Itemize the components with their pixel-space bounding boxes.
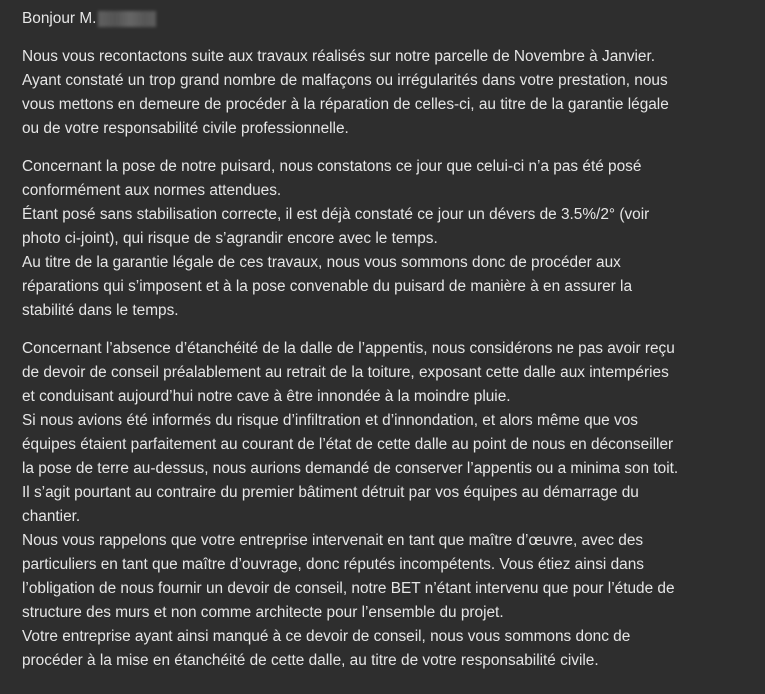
redacted-name bbox=[98, 11, 156, 27]
text-line: Nous vous recontactons suite aux travaux réalisés sur notre parcelle de Novembre à Janvier. bbox=[22, 48, 656, 65]
text-line: Nous vous rappelons que votre entreprise intervenait en tant que maître d’œuvre, avec des bbox=[22, 532, 644, 549]
text-line: chantier. bbox=[22, 508, 81, 525]
text-line: structure des murs et non comme architecte pour l’ensemble du projet. bbox=[22, 604, 504, 621]
greeting-text: Bonjour M. bbox=[22, 10, 97, 27]
text-line: Si nous avions été informés du risque d’infiltration et d’innondation, et alors même que vos bbox=[22, 412, 638, 429]
text-line: procéder à la mise en étanchéité de cette dalle, au titre de votre responsabilité civile. bbox=[22, 652, 599, 669]
text-line: l’obligation de nous fournir un devoir de conseil, notre BET n’étant intervenu que pour l’étude de bbox=[22, 580, 675, 597]
text-line: la pose de terre au-dessus, nous aurions demandé de conserver l’appentis ou a minima son toit. bbox=[22, 460, 679, 477]
text-line: Il s’agit pourtant au contraire du premier bâtiment détruit par vos équipes au démarrage du bbox=[22, 484, 639, 501]
text-line: équipes étaient parfaitement au courant de l’état de cette dalle au point de nous en déconseiller bbox=[22, 436, 674, 453]
text-line: Concernant l’absence d’étanchéité de la dalle de l’appentis, nous considérons ne pas avoir reçu bbox=[22, 340, 675, 357]
paragraph-intro bbox=[22, 45, 750, 141]
text-line: photo ci-joint), qui risque de s’agrandir encore avec le temps. bbox=[22, 230, 438, 247]
greeting-line bbox=[22, 7, 750, 31]
text-line: Votre entreprise ayant ainsi manqué à ce devoir de conseil, nous vous sommons donc de bbox=[22, 628, 631, 645]
text-line: Ayant constaté un trop grand nombre de malfaçons ou irrégularités dans votre prestation, nous bbox=[22, 72, 668, 89]
text-line: Au titre de la garantie légale de ces travaux, nous vous sommons donc de procéder aux bbox=[22, 254, 621, 271]
text-line: Concernant la pose de notre puisard, nous constatons ce jour que celui-ci n’a pas été posé bbox=[22, 158, 642, 175]
text-line: réparations qui s’imposent et à la pose convenable du puisard de manière à en assurer la bbox=[22, 278, 633, 295]
text-line: et conduisant aujourd’hui notre cave à être innondée à la moindre pluie. bbox=[22, 388, 511, 405]
text-line: conformément aux normes attendues. bbox=[22, 182, 282, 199]
paragraph-puisard bbox=[22, 155, 750, 323]
text-line: stabilité dans le temps. bbox=[22, 302, 179, 319]
paragraph-dalle bbox=[22, 337, 750, 673]
text-line: vous mettons en demeure de procéder à la réparation de celles-ci, au titre de la garantie légale bbox=[22, 96, 669, 113]
text-line: Étant posé sans stabilisation correcte, il est déjà constaté ce jour un dévers de 3.5%/2° (voir bbox=[22, 206, 650, 223]
text-line: ou de votre responsabilité civile professionnelle. bbox=[22, 120, 349, 137]
text-line: particuliers en tant que maître d’ouvrage, donc réputés incompétents. Vous étiez ainsi dans bbox=[22, 556, 644, 573]
letter-body bbox=[22, 7, 750, 687]
text-line: de devoir de conseil préalablement au retrait de la toiture, exposant cette dalle aux intempéries bbox=[22, 364, 669, 381]
